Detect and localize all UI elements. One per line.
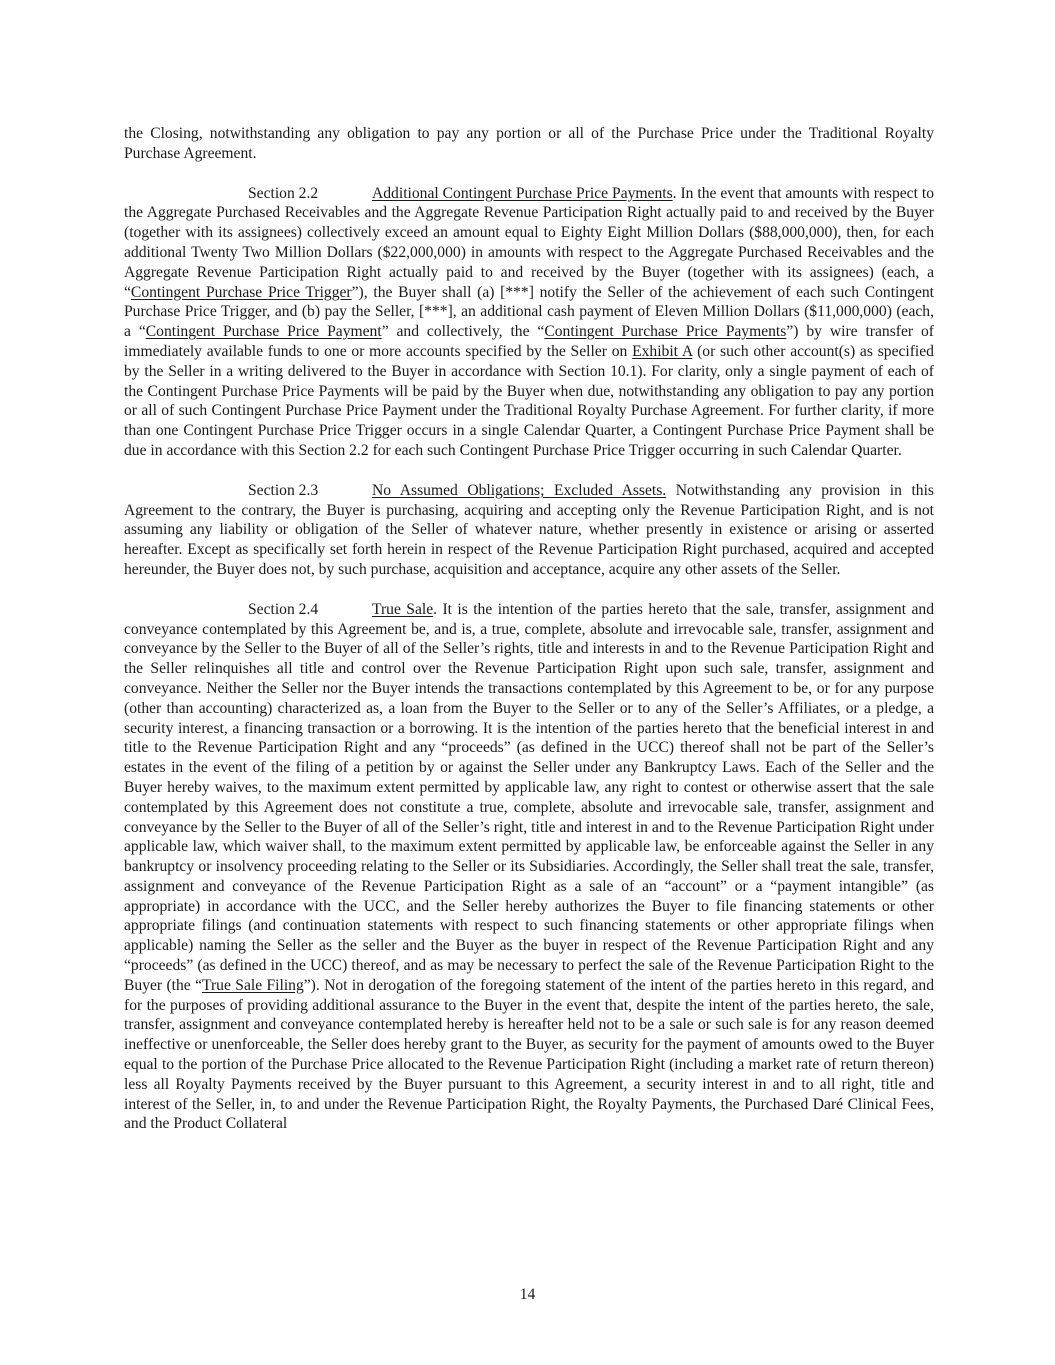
section-2-3-text: Notwithstanding any provision in this Agreement to the contrary, the Buyer is purchasing, acquiring and accepting only the Revenue Participation Right, and is not assuming any liability or obligation of the Seller of whatever nature, whether presently in existence or arising or asserted hereafter. Except as specifically set forth herein in respect of the Revenue Participation Right purchased, acquired and accepted hereunder, the Buyer does not, by such purchase, acquisition and acceptance, acquire any other assets of the Seller. bbox=[124, 481, 934, 578]
section-2-4-title: True Sale bbox=[372, 600, 434, 618]
exhibit-a-reference: Exhibit A bbox=[632, 342, 693, 360]
section-2-2-text: (or such other account(s) as specified by the Seller in a writing delivered to the Buyer in accordance with Section 10.1). For clarity, only a single payment of each of the Contingent Purchase Price Payments will be paid by the Buyer when due, notwithstanding any obligation to pay any portion or all of such Contingent Purchase Price Payment under the Traditional Royalty Purchase Agreement. For further clarity, if more than one Contingent Purchase Price Trigger occurs in a single Calendar Quarter, a Contingent Purchase Price Payment shall be due in accordance with this Section 2.2 for each such Contingent Purchase Price Trigger occurring in such Calendar Quarter. bbox=[124, 342, 934, 459]
defined-term-contingent-trigger: Contingent Purchase Price Trigger bbox=[130, 283, 352, 301]
section-2-2-paragraph bbox=[124, 184, 934, 461]
section-2-2-text: . In the event that amounts with respect to the Aggregate Purchased Receivables and the Aggregate Revenue Participation Right actually paid to and received by the Buyer (together with its assignees) collectively exceed an amount equal to Eighty Eight Million Dollars ($88,000,000), then, for each additional Twenty Two Million Dollars ($22,000,000) in amounts with respect to the Aggregate Purchased Receivables and the Aggregate Revenue Participation Right actually paid to and received by the Buyer (together with its assignees) (each, a “ bbox=[124, 184, 934, 301]
section-2-4-paragraph bbox=[124, 600, 934, 1135]
page-body bbox=[124, 124, 934, 1154]
section-2-3-number: Section 2.3 bbox=[248, 481, 319, 499]
defined-term-true-sale-filing: True Sale Filing bbox=[202, 976, 304, 994]
section-2-2-text: ”) by wire transfer of immediately available funds to one or more accounts specified by the Seller on bbox=[124, 323, 934, 360]
defined-term-contingent-payment: Contingent Purchase Price Payment bbox=[145, 323, 382, 341]
section-2-3-paragraph bbox=[124, 481, 934, 580]
section-2-4-number: Section 2.4 bbox=[248, 600, 319, 618]
intro-text: the Closing, notwithstanding any obligation to pay any portion or all of the Purchase Price under the Traditional Royalty Purchase Agreement. bbox=[124, 125, 934, 162]
section-2-2-text: ” and collectively, the “ bbox=[381, 323, 545, 341]
defined-term-contingent-payments: Contingent Purchase Price Payments bbox=[544, 323, 787, 341]
section-2-4-text: ”). Not in derogation of the foregoing statement of the intent of the parties hereto in this regard, and for the purposes of providing additional assurance to the Buyer in the event that, despite the intent of the parties hereto, the sale, transfer, assignment and conveyance contemplated hereby is hereafter held not to be a sale or such sale is for any reason deemed ineffective or unenforceable, the Seller does hereby grant to the Buyer, as security for the payment of amounts owed to the Buyer equal to the portion of the Purchase Price allocated to the Revenue Participation Right (including a market rate of return thereon) less all Royalty Payments received by the Buyer pursuant to this Agreement, a security interest in and to all right, title and interest of the Seller, in, to and under the Revenue Participation Right, the Royalty Payments, the Purchased Daré Clinical Fees, and the Product Collateral bbox=[124, 976, 934, 1133]
section-2-3-title: No Assumed Obligations; Excluded Assets. bbox=[372, 481, 667, 499]
section-2-4-text: . It is the intention of the parties hereto that the sale, transfer, assignment and conveyance contemplated by this Agreement be, and is, a true, complete, absolute and irrevocable sale, transfer, assignment and conveyance by the Seller to the Buyer of all of the Seller’s rights, title and interests in and to the Revenue Participation Right and the Seller relinquishes all title and control over the Revenue Participation Right upon such sale, transfer, assignment and conveyance. Neither the Seller nor the Buyer intends the transactions contemplated by this Agreement to be, or for any purpose (other than accounting) characterized as, a loan from the Buyer to the Seller or to any of the Seller’s Affiliates, or a pledge, a security interest, a financing transaction or a borrowing. It is the intention of the parties hereto that the beneficial interest in and title to the Revenue Participation Right and any “proceeds” (as defined in the UCC) thereof shall not be part of the Seller’s estates in the event of the filing of a petition by or against the Seller under any Bankruptcy Laws. Each of the Seller and the Buyer hereby waives, to the maximum extent permitted by applicable law, any right to contest or otherwise assert that the sale contemplated by this Agreement does not constitute a true, complete, absolute and irrevocable sale, transfer, assignment and conveyance by the Seller to the Buyer of all of the Seller’s right, title and interest in and to the Revenue Participation Right under applicable law, which waiver shall, to the maximum extent permitted by applicable law, be enforceable against the Seller in any bankruptcy or insolvency proceeding relating to the Seller or its Subsidiaries. Accordingly, the Seller shall treat the sale, transfer, assignment and conveyance of the Revenue Participation Right as a sale of an “account” or a “payment intangible” (as appropriate) in accordance with the UCC, and the Seller hereby authorizes the Buyer to file financing statements or other appropriate filings (and continuation statements with respect to such financing statements or other appropriate filings when applicable) naming the Seller as the seller and the Buyer as the buyer in respect of the Revenue Participation Right and any “proceeds” (as defined in the UCC) thereof, and as may be necessary to perfect the sale of the Revenue Participation Right to the Buyer (the “ bbox=[124, 600, 934, 994]
intro-paragraph bbox=[124, 124, 934, 164]
page-number: 14 bbox=[519, 1286, 536, 1303]
section-2-2-text: ”), the Buyer shall (a) [***] notify the Seller of the achievement of each such Contingent Purchase Price Trigger, and (b) pay the Seller, [***], an additional cash payment of Eleven Million Dollars ($11,000,000) (each, a “ bbox=[124, 283, 935, 341]
section-2-2-title: Additional Contingent Purchase Price Payments bbox=[372, 184, 673, 202]
section-2-2-number: Section 2.2 bbox=[248, 184, 319, 202]
